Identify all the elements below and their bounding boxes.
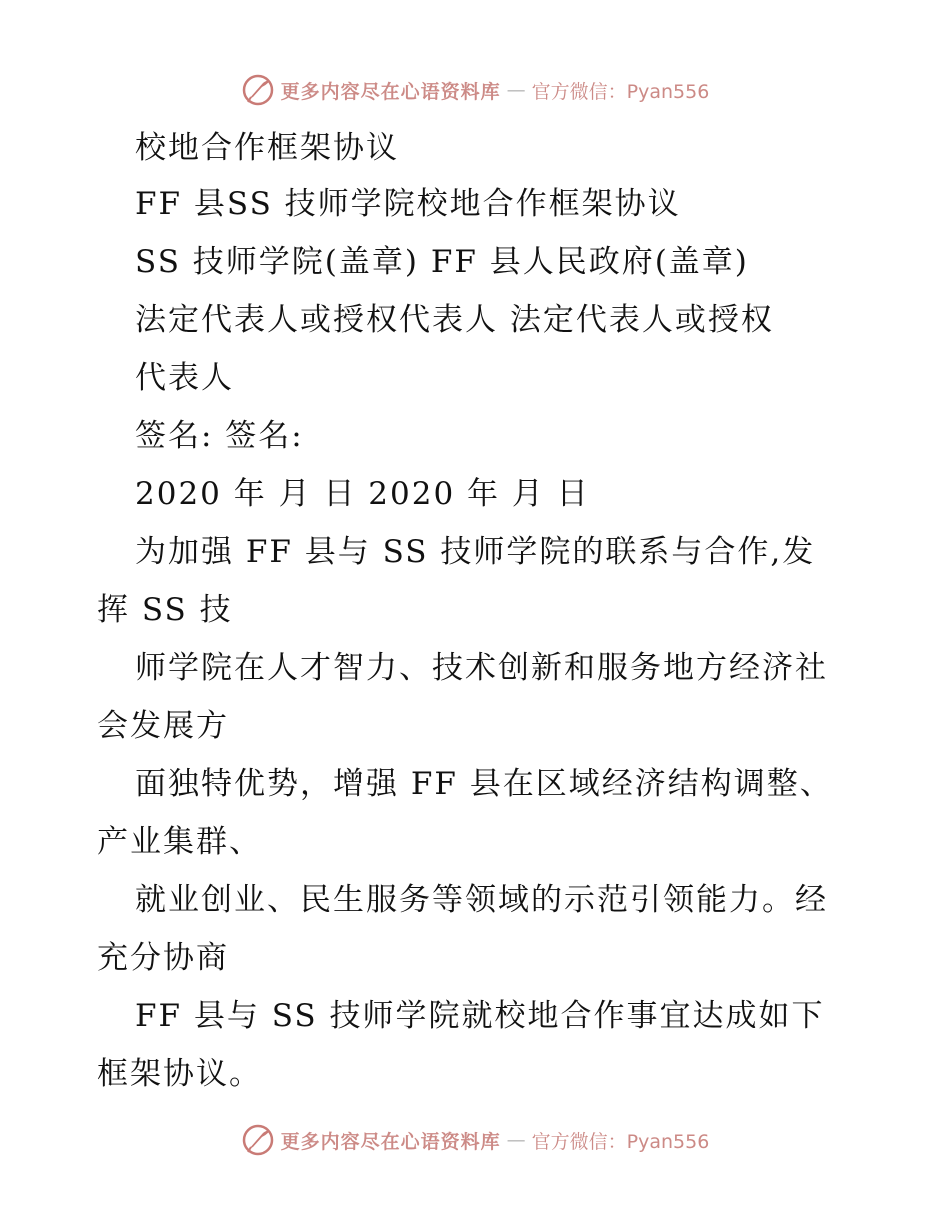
paragraph-line: 会发展方: [97, 708, 229, 744]
paragraph-line: 师学院在人才智力、技术创新和服务地方经济社: [135, 650, 828, 686]
paragraph-line: 充分协商: [97, 940, 229, 976]
watermark-separator: —: [506, 79, 526, 101]
date-line: 2020 年 月 日 2020 年 月 日: [135, 476, 590, 512]
paragraph-line: 为加强 FF 县与 SS 技师学院的联系与合作,发: [135, 534, 816, 570]
paragraph-line: 挥 SS 技: [97, 592, 233, 628]
signature-line: 签名: 签名:: [135, 418, 304, 454]
seal-line: SS 技师学院(盖章) FF 县人民政府(盖章): [135, 244, 749, 280]
footer-watermark: [0, 1120, 950, 1160]
paragraph-line: 产业集群、: [97, 824, 262, 860]
paragraph-line: 框架协议。: [97, 1056, 262, 1092]
representative-line-cont: 代表人: [135, 360, 234, 396]
quill-logo-icon: [241, 1123, 275, 1157]
paragraph-line: FF 县与 SS 技师学院就校地合作事宜达成如下: [135, 998, 825, 1034]
watermark-wechat: 官方微信：Pyan556: [531, 1130, 710, 1153]
watermark-text: 更多内容尽在心语资料库: [280, 1130, 501, 1153]
document-title: 校地合作框架协议: [135, 130, 399, 166]
agreement-heading: FF 县SS 技师学院校地合作框架协议: [135, 186, 681, 222]
watermark-separator: —: [506, 1129, 526, 1151]
watermark-text: 更多内容尽在心语资料库: [280, 80, 501, 103]
representative-line: 法定代表人或授权代表人 法定代表人或授权: [135, 302, 774, 338]
paragraph-line: 面独特优势，增强 FF 县在区域经济结构调整、: [135, 766, 833, 802]
watermark-wechat: 官方微信：Pyan556: [531, 80, 710, 103]
header-watermark: [0, 70, 950, 110]
quill-logo-icon: [241, 73, 275, 107]
paragraph-line: 就业创业、民生服务等领域的示范引领能力。经: [135, 882, 828, 918]
